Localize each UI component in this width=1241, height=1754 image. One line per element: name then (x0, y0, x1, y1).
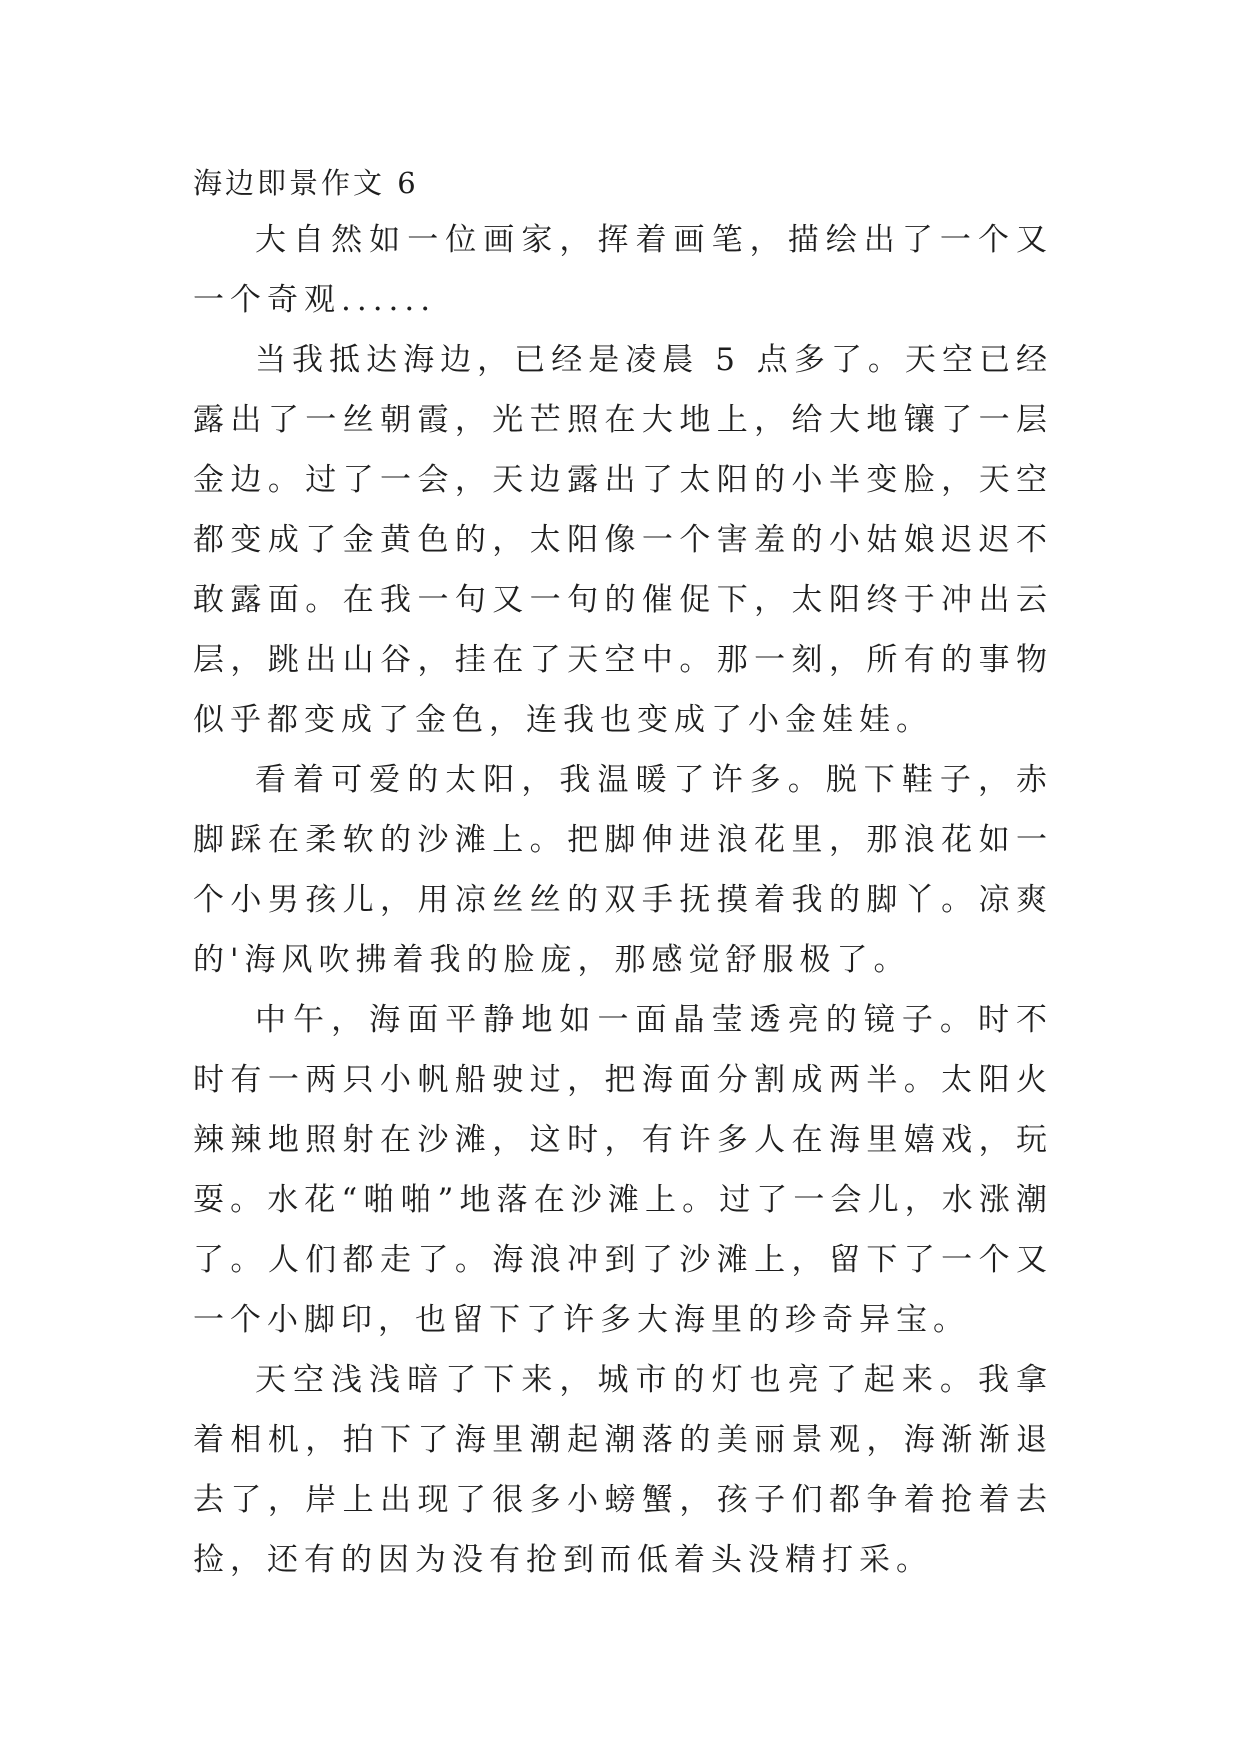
paragraph-dawn: 当我抵达海边，已经是凌晨 5 点多了。天空已经露出了一丝朝霞，光芒照在大地上，给大地镶了一层金边。过了一会，天边露出了太阳的小半变脸，天空都变成了金黄色的，太阳像一个害羞的小姑娘迟迟不敢露面。在我一句又一句的催促下，太阳终于冲出云层，跳出山谷，挂在了天空中。那一刻，所有的事物似乎都变成了金色，连我也变成了小金娃娃。 (193, 342, 1053, 738)
paragraph-intro: 大自然如一位画家，挥着画笔，描绘出了一个又一个奇观...... (193, 222, 1053, 318)
document-page (193, 156, 1053, 1590)
paragraph-evening: 天空浅浅暗了下来，城市的灯也亮了起来。我拿着相机，拍下了海里潮起潮落的美丽景观，海渐渐退去了，岸上出现了很多小螃蟹，孩子们都争着抢着去捡，还有的因为没有抢到而低着头没精打采。 (193, 1362, 1053, 1578)
paragraph-noon: 中午，海面平静地如一面晶莹透亮的镜子。时不时有一两只小帆船驶过，把海面分割成两半。太阳火辣辣地照射在沙滩，这时，有许多人在海里嬉戏，玩耍。水花“啪啪”地落在沙滩上。过了一会儿，水涨潮了。人们都走了。海浪冲到了沙滩上，留下了一个又一个小脚印，也留下了许多大海里的珍奇异宝。 (193, 1002, 1053, 1338)
paragraph-beach: 看着可爱的太阳，我温暖了许多。脱下鞋子，赤脚踩在柔软的沙滩上。把脚伸进浪花里，那浪花如一个小男孩儿，用凉丝丝的双手抚摸着我的脚丫。凉爽的'海风吹拂着我的脸庞，那感觉舒服极了。 (193, 762, 1053, 978)
essay-title: 海边即景作文 6 (193, 166, 419, 200)
